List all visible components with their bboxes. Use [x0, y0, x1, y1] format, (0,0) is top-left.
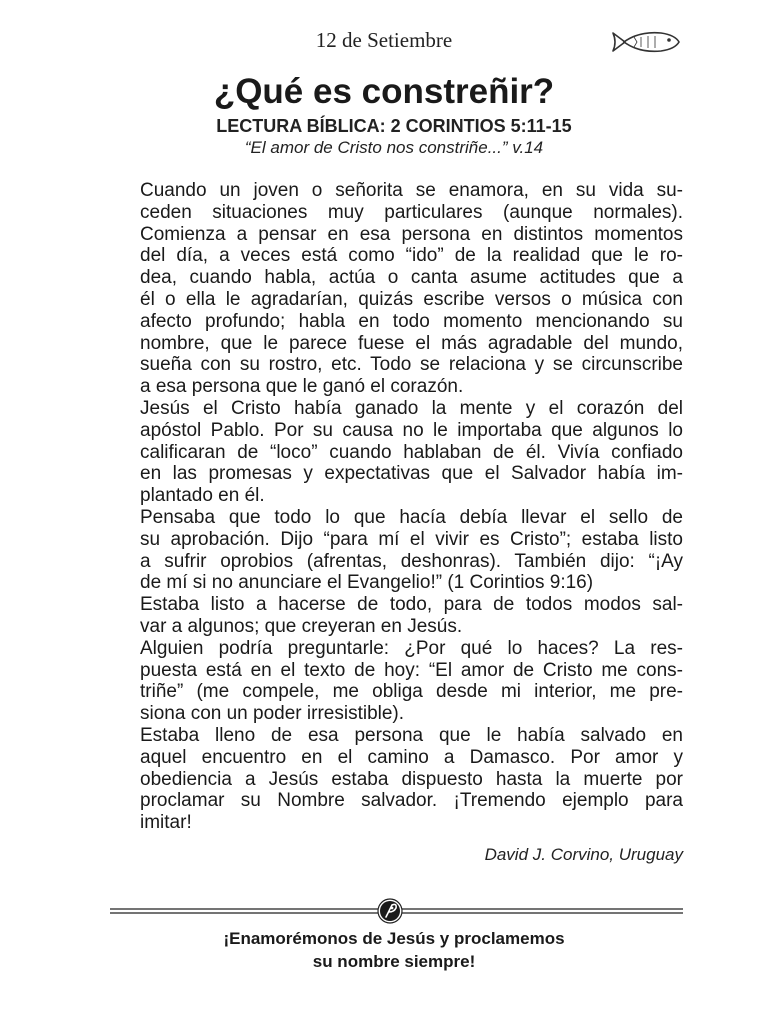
paragraph	[107, 725, 683, 834]
page-title: ¿Qué es constreñir?	[213, 72, 555, 111]
fish-icon	[611, 29, 681, 55]
paragraph	[107, 180, 683, 398]
text-line: imitar!	[140, 812, 192, 834]
text-line: apóstol Pablo. Por su causa no le importaba que algunos lo	[140, 419, 683, 441]
author-signature: David J. Corvino, Uruguay	[484, 845, 683, 864]
text-line: triñe” (me compele, me obliga desde mi interior, me pre-	[140, 681, 683, 703]
text-line: dea, cuando habla, actúa o canta asume actitudes que a	[140, 267, 683, 289]
text-line: en las promesas y expectativas que el Salvador había im-	[140, 463, 683, 485]
text-line: Estaba listo a hacerse de todo, para de todos modos sal-	[140, 594, 683, 616]
text-line: nombre, que le parece fuese el más agradable del mundo,	[140, 332, 683, 354]
closing-motto-line: ¡Enamorémonos de Jesús y proclamemos	[223, 929, 565, 948]
text-line: sueña con su rostro, etc. Todo se relaciona y se circunscribe	[140, 354, 683, 376]
text-line: afecto profundo; habla en todo momento mencionando su	[140, 310, 683, 332]
text-line: ceden situaciones muy particulares (aunque normales).	[140, 201, 683, 223]
quill-emblem-icon	[378, 899, 402, 923]
text-line: Jesús el Cristo había ganado la mente y el corazón del	[140, 397, 683, 419]
paragraph	[107, 594, 683, 638]
text-line: él o ella le agradarían, quizás escribe versos o música con	[140, 288, 683, 310]
paragraph	[107, 398, 683, 507]
closing-motto	[0, 927, 768, 973]
text-line: siona con un poder irresistible).	[140, 703, 405, 725]
text-line: obediencia a Jesús estaba dispuesto hasta la muerte por	[140, 768, 683, 790]
key-verse: “El amor de Cristo nos constriñe...” v.14	[244, 138, 544, 157]
text-line: Estaba lleno de esa persona que le había salvado en	[140, 724, 683, 746]
text-line: puesta está en el texto de hoy: “El amor de Cristo me cons-	[140, 659, 683, 681]
text-line: Alguien podría preguntarle: ¿Por qué lo haces? La res-	[140, 637, 683, 659]
text-line: aquel encuentro en el camino a Damasco. Por amor y	[140, 746, 683, 768]
footer-divider	[110, 898, 683, 924]
text-line: Cuando un joven o señorita se enamora, en su vida su-	[140, 180, 683, 201]
devotional-body	[107, 180, 683, 834]
date-header: 12 de Setiembre	[315, 28, 453, 52]
text-line: de mí si no anunciare el Evangelio!” (1 Corintios 9:16)	[140, 572, 594, 594]
text-line: su aprobación. Dijo “para mí el vivir es Cristo”; estaba listo	[140, 528, 683, 550]
text-line: Pensaba que todo lo que hacía debía llevar el sello de	[140, 506, 683, 528]
text-line: Comienza a pensar en esa persona en distintos momentos	[140, 223, 683, 245]
text-line: plantado en él.	[140, 485, 265, 507]
bible-reading-reference: LECTURA BÍBLICA: 2 CORINTIOS 5:11-15	[216, 116, 572, 136]
closing-motto-line: su nombre siempre!	[312, 952, 476, 971]
paragraph	[107, 507, 683, 594]
text-line: a esa persona que le ganó el corazón.	[140, 376, 464, 398]
text-line: a sufrir oprobios (afrentas, deshonras). También dijo: “¡Ay	[140, 550, 683, 572]
text-line: proclamar su Nombre salvador. ¡Tremendo ejemplo para	[140, 790, 683, 812]
text-line: calificaran de “loco” cuando hablaban de él. Vivía confiado	[140, 441, 683, 463]
paragraph	[107, 638, 683, 725]
text-line: var a algunos; que creyeran en Jesús.	[140, 615, 463, 637]
text-line: del día, a veces está como “ido” de la realidad que le ro-	[140, 245, 683, 267]
